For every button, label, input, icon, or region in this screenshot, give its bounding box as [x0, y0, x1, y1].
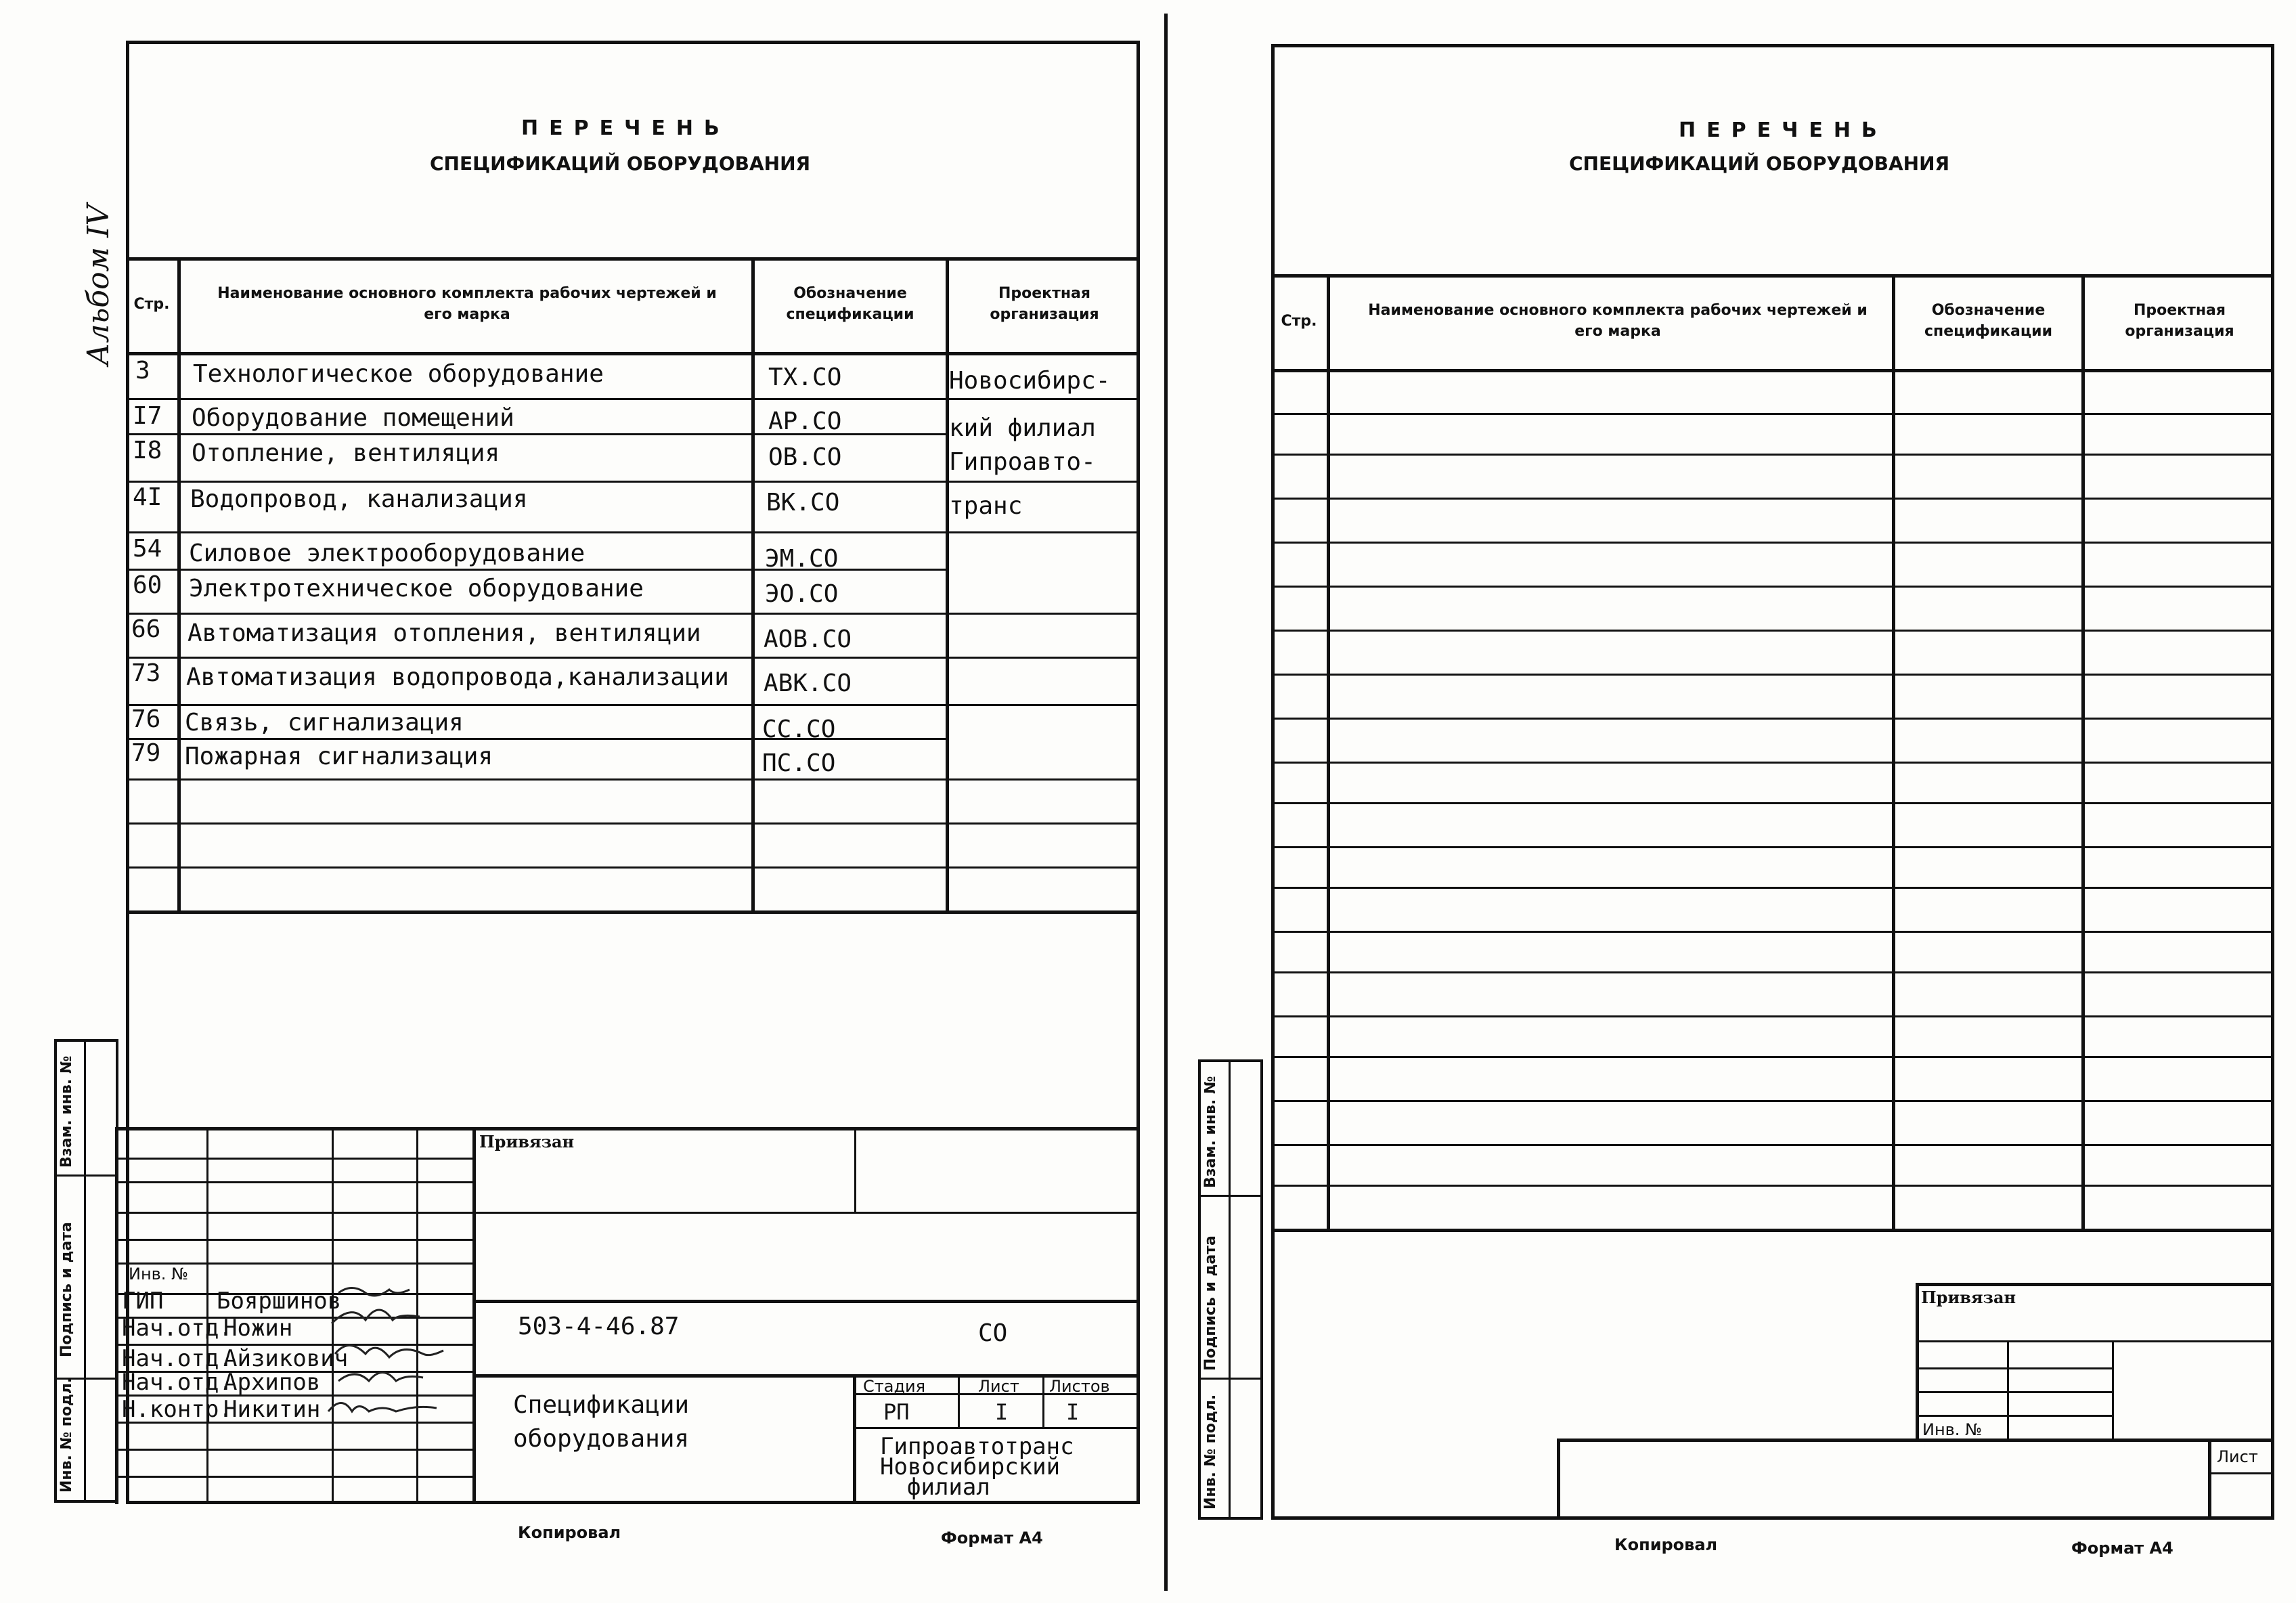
signature-role: Нач.отд. — [122, 1315, 233, 1342]
left-stamp-stadia-value: РП — [883, 1399, 910, 1425]
left-title-line1: ПЕРЕЧЕНЬ — [521, 116, 730, 140]
left-stamp-doc-title-2: оборудования — [513, 1425, 690, 1453]
table-row-page: 60 — [133, 571, 162, 599]
table-row-page: 3 — [135, 357, 150, 385]
table-row-name: Связь, сигнализация — [185, 709, 464, 737]
right-label-podpis: Подпись и дата — [1202, 1235, 1219, 1371]
left-footer-format: Формат А4 — [941, 1529, 1043, 1547]
table-row-page: 54 — [133, 535, 162, 563]
right-main-frame — [1271, 44, 2274, 1520]
left-header-code: Обозначение спецификации — [786, 285, 914, 323]
table-row-name: Электротехническое оборудование — [189, 575, 644, 602]
signature-name: Никитин — [223, 1396, 321, 1423]
signature-name: Ножин — [223, 1315, 293, 1342]
left-label-vzam: Взам. инв. № — [58, 1055, 75, 1168]
left-header-page: Стр. — [133, 295, 170, 313]
table-row-name: Водопровод, канализация — [190, 485, 528, 513]
table-row-code: ВК.СО — [766, 489, 840, 517]
left-stamp-doc-mark: СО — [978, 1319, 1008, 1347]
right-stamp-inv-no: Инв. № — [1922, 1420, 1983, 1439]
table-row-code: СС.СО — [762, 716, 836, 743]
signature-role: Нач.отд. — [122, 1345, 233, 1372]
table-row-code: ОВ.СО — [768, 443, 842, 471]
table-row-code: ПС.СО — [762, 749, 836, 777]
table-row-code: АВК.СО — [764, 669, 852, 697]
right-stamp-privyazan: Привязан — [1921, 1288, 2016, 1307]
left-stamp-listov-label: Листов — [1049, 1377, 1110, 1396]
table-row-name: Отопление, вентиляция — [192, 439, 500, 467]
signature-role: Н.контр. — [122, 1396, 233, 1423]
right-label-vzam: Взам. инв. № — [1202, 1076, 1219, 1188]
org-line: транс — [949, 492, 1023, 520]
left-footer-copied: Копировал — [518, 1523, 621, 1542]
right-label-inv-podl: Инв. № подл. — [1202, 1394, 1219, 1510]
left-stamp-doc-code: 503-4-46.87 — [518, 1313, 680, 1340]
binding-line — [1164, 14, 1168, 1591]
table-row-code: ЭО.СО — [765, 580, 839, 608]
right-header-page: Стр. — [1281, 312, 1317, 330]
table-row-page: 4I — [133, 483, 162, 511]
table-row-code: АР.СО — [768, 408, 842, 435]
table-row-page: 73 — [131, 659, 161, 687]
left-stamp-inv-no: Инв. № — [129, 1265, 189, 1283]
table-row-name: Технологическое оборудование — [193, 360, 604, 388]
left-stamp-stadia-label: Стадия — [863, 1377, 926, 1396]
left-stamp-doc-title-1: Спецификации — [513, 1391, 690, 1419]
table-row-name: Оборудование помещений — [192, 404, 514, 432]
left-stamp-list-label: Лист — [978, 1377, 1019, 1396]
album-note: Альбом IV — [81, 204, 116, 366]
left-label-podpis: Подпись и дата — [58, 1222, 75, 1357]
right-header-name: Наименование основного комплекта рабочих чертежей и его марка — [1368, 302, 1868, 340]
table-row-code: АОВ.СО — [764, 625, 852, 653]
left-title-line2: СПЕЦИФИКАЦИЙ ОБОРУДОВАНИЯ — [430, 152, 811, 175]
left-stamp-org-2: Новосибирский — [880, 1453, 1061, 1480]
table-row-page: I7 — [133, 402, 162, 430]
signature-role: Нач.отд. — [122, 1369, 233, 1396]
right-header-code: Обозначение спецификации — [1924, 302, 2053, 340]
left-stamp-org-3: филиал — [907, 1474, 990, 1501]
table-row-page: 79 — [131, 739, 161, 767]
signature-name: Айзикович — [223, 1345, 349, 1372]
right-title-line1: ПЕРЕЧЕНЬ — [1679, 118, 1888, 142]
table-row-name: Пожарная сигнализация — [185, 743, 493, 770]
right-stamp-list-label: Лист — [2217, 1447, 2258, 1466]
table-row-code: ЭМ.СО — [765, 545, 839, 573]
right-footer-format: Формат А4 — [2071, 1539, 2173, 1558]
left-stamp-listov-value: I — [1066, 1399, 1080, 1425]
table-row-code: ТХ.СО — [768, 364, 842, 391]
org-line: Гипроавто- — [949, 448, 1096, 476]
table-row-page: I8 — [133, 437, 162, 464]
left-stamp-list-value: I — [995, 1399, 1009, 1425]
table-row-name: Силовое электрооборудование — [189, 540, 586, 567]
org-line: Новосибирс- — [949, 367, 1111, 395]
left-header-name: Наименование основного комплекта рабочих чертежей и его марка — [217, 285, 717, 323]
left-label-inv-podl: Инв. № подл. — [58, 1377, 75, 1493]
right-footer-copied: Копировал — [1614, 1535, 1718, 1554]
handwritten-signatures-icon — [325, 1279, 474, 1425]
left-stamp-privyazan: Привязан — [479, 1132, 575, 1151]
table-row-page: 76 — [131, 705, 161, 733]
table-row-name: Автоматизация водопровода,канализации — [186, 663, 729, 691]
signature-role: ГИП — [122, 1288, 164, 1315]
left-header-org: Проектная организация — [990, 285, 1099, 323]
table-row-name: Автоматизация отопления, вентиляции — [187, 619, 701, 647]
left-stamp-org-1: Гипроавтотранс — [880, 1433, 1074, 1460]
right-title-line2: СПЕЦИФИКАЦИЙ ОБОРУДОВАНИЯ — [1569, 152, 1950, 175]
org-line: кий филиал — [949, 414, 1096, 442]
signature-name: Архипов — [223, 1369, 321, 1396]
right-header-org: Проектная организация — [2125, 302, 2234, 340]
signature-name: Бояршинов — [217, 1288, 342, 1315]
table-row-page: 66 — [131, 615, 161, 643]
